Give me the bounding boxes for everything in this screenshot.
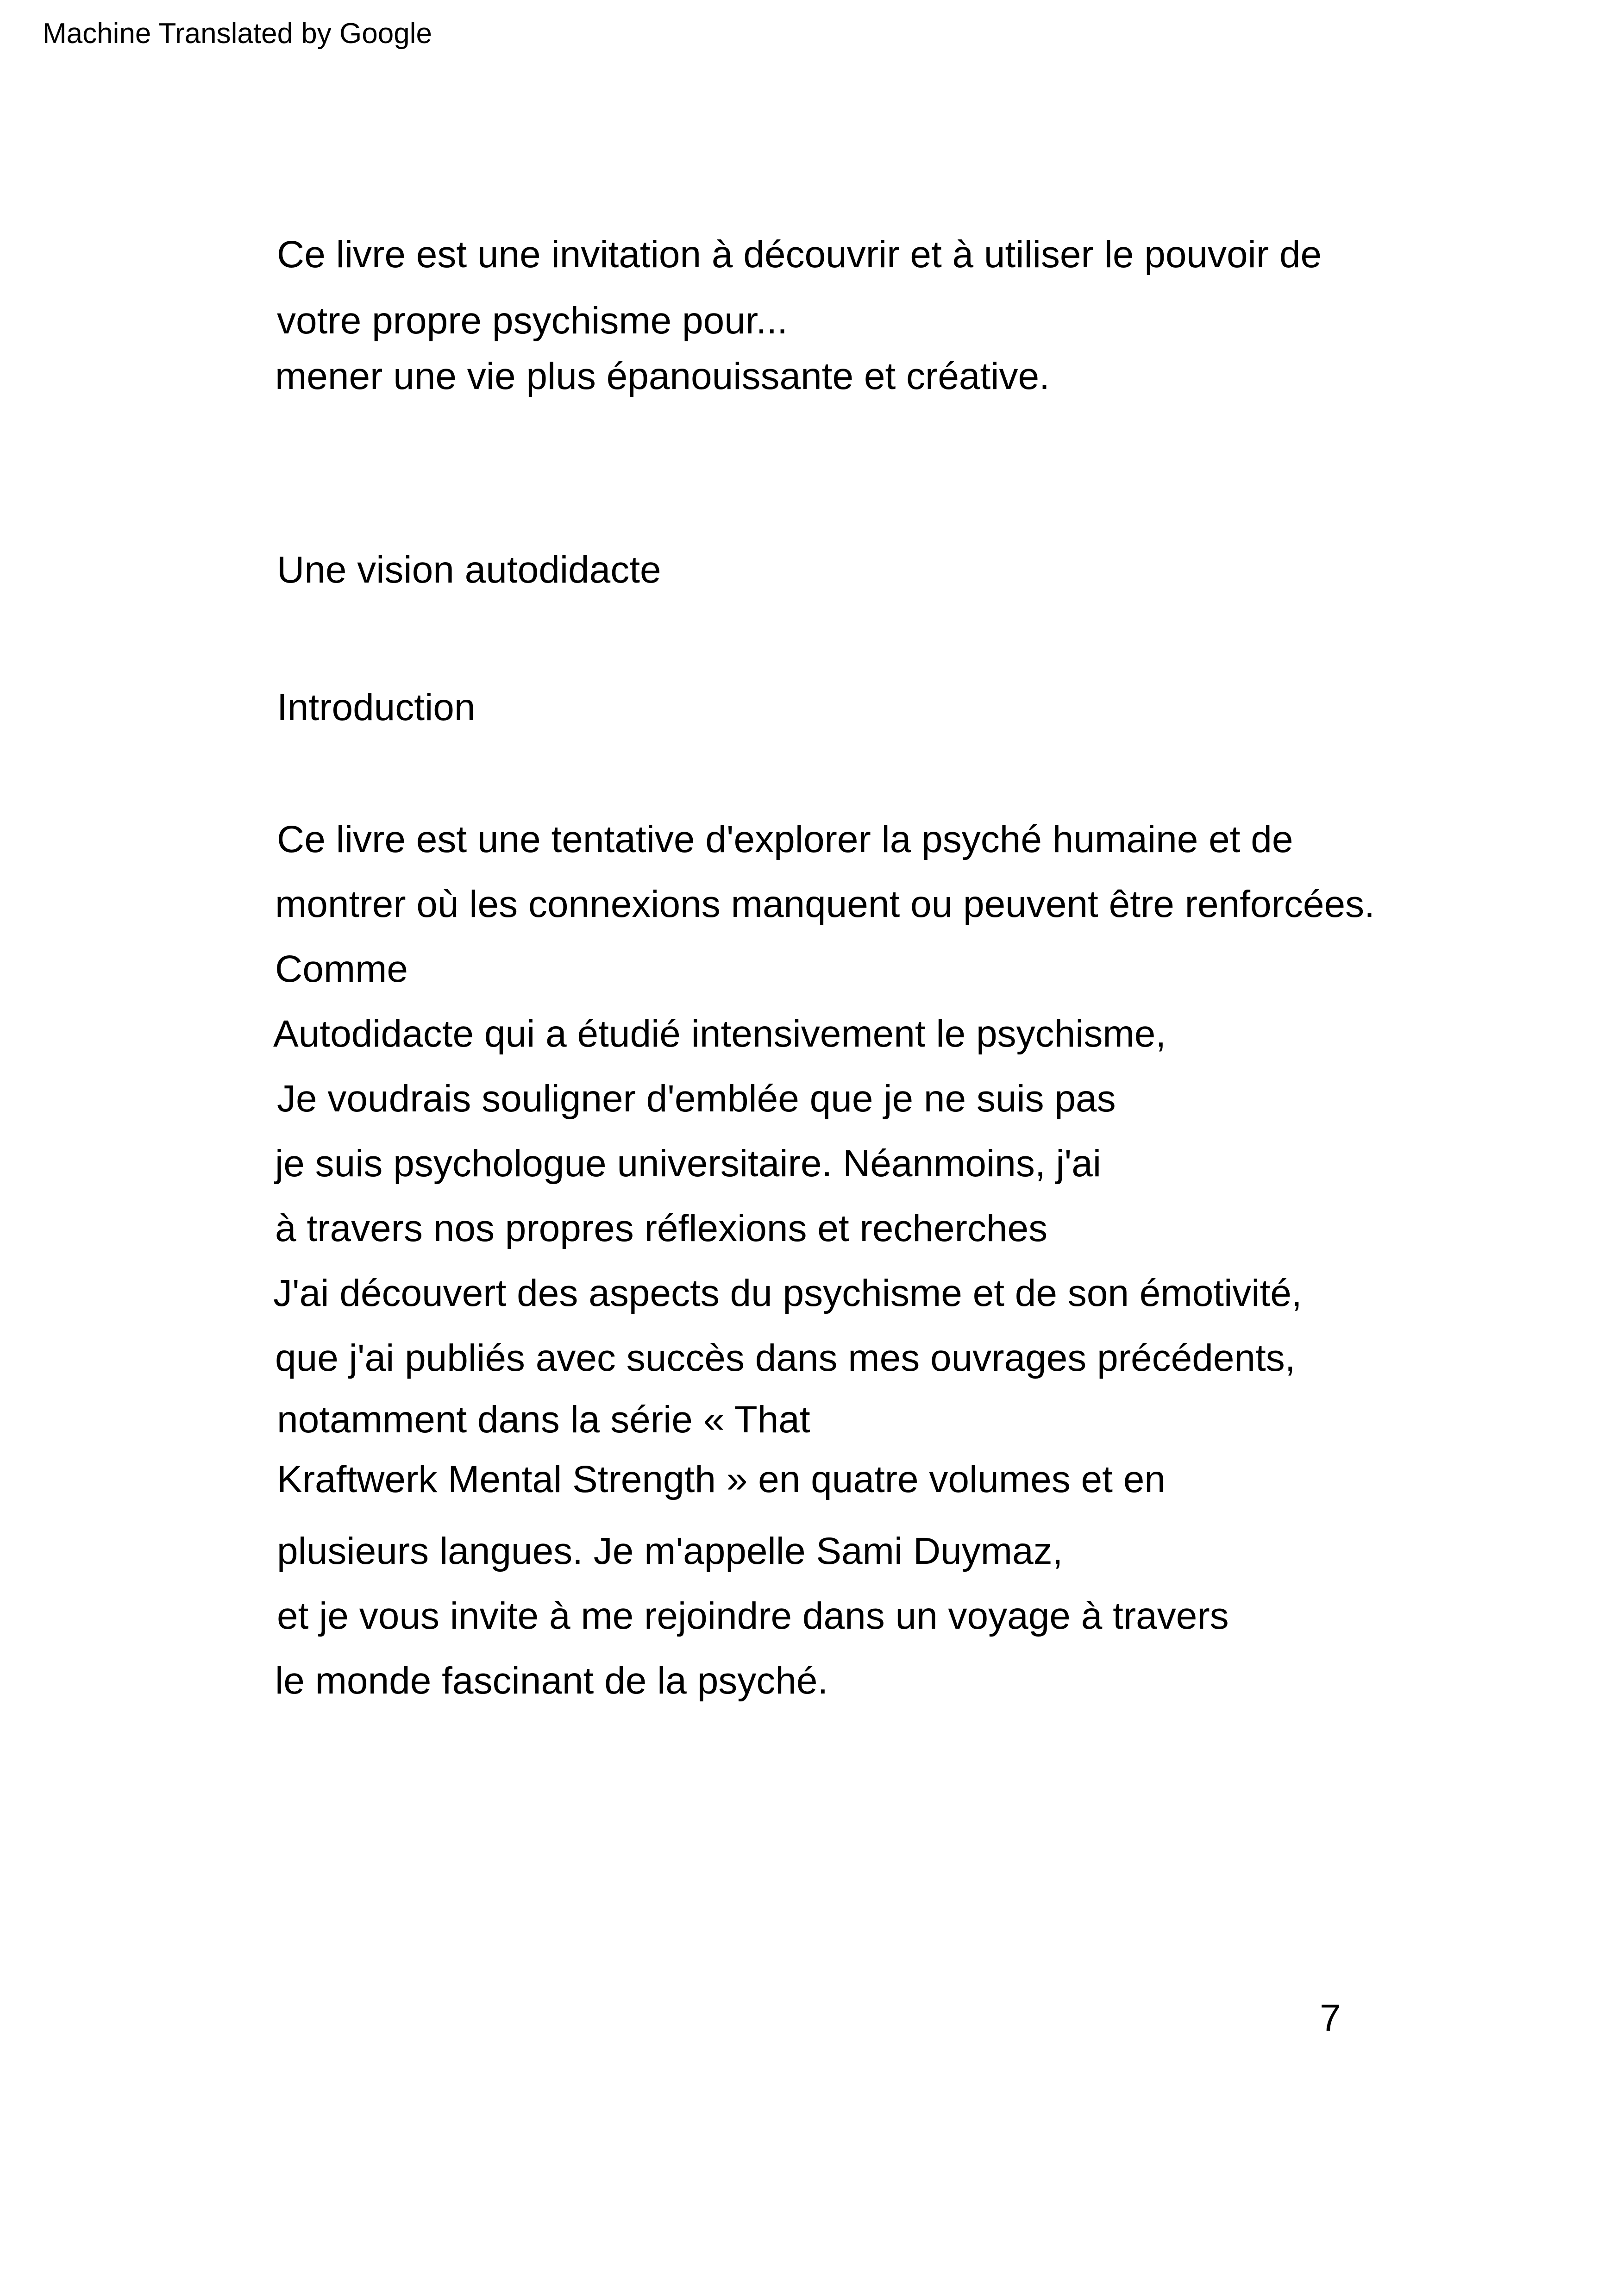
body-line: plusieurs langues. Je m'appelle Sami Duymaz, (277, 1530, 1063, 1572)
body-line: Ce livre est une tentative d'explorer la psyché humaine et de (277, 818, 1293, 860)
body-line: Kraftwerk Mental Strength » en quatre volumes et en (277, 1458, 1166, 1500)
body-line: notamment dans la série « That (277, 1399, 810, 1441)
body-line: je suis psychologue universitaire. Néanmoins, j'ai (275, 1142, 1102, 1185)
body-line: le monde fascinant de la psyché. (275, 1660, 828, 1702)
body-line: Je voudrais souligner d'emblée que je ne suis pas (277, 1078, 1116, 1120)
intro-line: votre propre psychisme pour... (277, 300, 788, 342)
section-title: Introduction (277, 686, 476, 728)
intro-line: Ce livre est une invitation à découvrir et à utiliser le pouvoir de (277, 233, 1322, 276)
intro-line: mener une vie plus épanouissante et créative. (275, 355, 1050, 397)
body-line: montrer où les connexions manquent ou peuvent être renforcées. (275, 883, 1375, 925)
subtitle: Une vision autodidacte (277, 549, 661, 591)
body-line: et je vous invite à me rejoindre dans un voyage à travers (277, 1595, 1229, 1637)
page-number: 7 (1320, 1997, 1341, 2039)
body-line: Comme (275, 948, 408, 990)
body-line: Autodidacte qui a étudié intensivement le psychisme, (273, 1013, 1166, 1055)
body-line: J'ai découvert des aspects du psychisme et de son émotivité, (273, 1272, 1302, 1314)
machine-translation-notice: Machine Translated by Google (43, 18, 432, 50)
body-line: que j'ai publiés avec succès dans mes ouvrages précédents, (275, 1337, 1296, 1379)
body-line: à travers nos propres réflexions et recherches (275, 1207, 1048, 1249)
